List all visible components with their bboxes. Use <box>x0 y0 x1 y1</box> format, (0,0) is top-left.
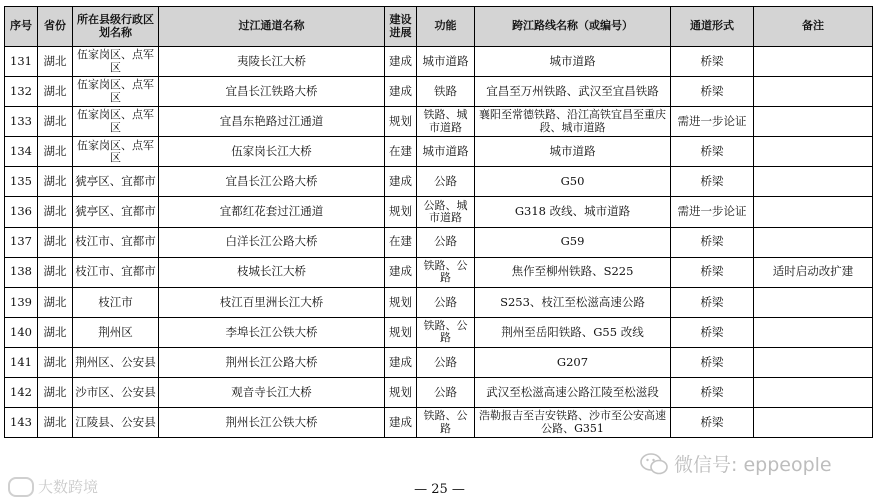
cell-no: 141 <box>5 347 38 377</box>
cell-crossing-name: 观音寺长江大桥 <box>159 378 385 408</box>
cell-remark <box>754 317 873 347</box>
cell-district: 荆州区、公安县 <box>73 347 159 377</box>
cell-form: 桥梁 <box>671 257 754 287</box>
cell-district: 伍家岗区、点军区 <box>73 107 159 137</box>
cell-province: 湖北 <box>38 287 73 317</box>
cell-route: 城市道路 <box>475 47 671 77</box>
cell-function: 城市道路 <box>417 137 475 167</box>
watermark-right-text: 微信号: eppeople <box>674 454 832 476</box>
cell-province: 湖北 <box>38 317 73 347</box>
cell-route: 荆州至岳阳铁路、G55 改线 <box>475 317 671 347</box>
cell-no: 139 <box>5 287 38 317</box>
cell-remark <box>754 227 873 257</box>
cell-crossing-name: 夷陵长江大桥 <box>159 47 385 77</box>
cell-form: 桥梁 <box>671 77 754 107</box>
cell-form: 桥梁 <box>671 287 754 317</box>
table-row <box>5 77 873 107</box>
table-row <box>5 167 873 197</box>
header-crossing-name: 过江通道名称 <box>159 7 385 47</box>
watermark-left-text: 大数跨境 <box>38 478 99 496</box>
river-crossings-table <box>4 6 873 438</box>
table-header-row <box>5 7 873 47</box>
cell-no: 136 <box>5 197 38 227</box>
cell-function: 公路 <box>417 287 475 317</box>
table-row <box>5 408 873 438</box>
cell-district: 枝江市、宜都市 <box>73 257 159 287</box>
table-row <box>5 378 873 408</box>
cell-province: 湖北 <box>38 408 73 438</box>
cell-form: 桥梁 <box>671 347 754 377</box>
cell-remark <box>754 167 873 197</box>
cell-status: 规划 <box>385 197 417 227</box>
cell-status: 建成 <box>385 257 417 287</box>
cell-no: 137 <box>5 227 38 257</box>
cell-province: 湖北 <box>38 378 73 408</box>
cell-route: G207 <box>475 347 671 377</box>
cell-district: 沙市区、公安县 <box>73 378 159 408</box>
table-row <box>5 107 873 137</box>
cell-status: 建成 <box>385 408 417 438</box>
cell-status: 建成 <box>385 167 417 197</box>
cell-function: 铁路、城市道路 <box>417 107 475 137</box>
cell-province: 湖北 <box>38 47 73 77</box>
cell-function: 铁路 <box>417 77 475 107</box>
cell-province: 湖北 <box>38 347 73 377</box>
cell-remark <box>754 347 873 377</box>
table-row <box>5 257 873 287</box>
cell-form: 桥梁 <box>671 137 754 167</box>
cell-district: 伍家岗区、点军区 <box>73 47 159 77</box>
cell-province: 湖北 <box>38 77 73 107</box>
cell-province: 湖北 <box>38 107 73 137</box>
cell-remark <box>754 408 873 438</box>
cell-route: G59 <box>475 227 671 257</box>
watermark-left <box>8 476 98 497</box>
wechat-icon <box>640 453 668 475</box>
cell-crossing-name: 宜都红花套过江通道 <box>159 197 385 227</box>
cell-district: 荆州区 <box>73 317 159 347</box>
brand-logo-icon <box>8 477 34 497</box>
cell-function: 公路 <box>417 167 475 197</box>
cell-form: 桥梁 <box>671 167 754 197</box>
cell-crossing-name: 伍家岗长江大桥 <box>159 137 385 167</box>
table-body <box>5 47 873 438</box>
header-form: 通道形式 <box>671 7 754 47</box>
cell-route: 宜昌至万州铁路、武汉至宜昌铁路 <box>475 77 671 107</box>
cell-remark <box>754 47 873 77</box>
cell-status: 在建 <box>385 227 417 257</box>
cell-form: 桥梁 <box>671 227 754 257</box>
cell-form: 桥梁 <box>671 408 754 438</box>
cell-crossing-name: 荆州长江公路大桥 <box>159 347 385 377</box>
cell-district: 枝江市、宜都市 <box>73 227 159 257</box>
header-function: 功能 <box>417 7 475 47</box>
cell-province: 湖北 <box>38 137 73 167</box>
cell-function: 公路 <box>417 378 475 408</box>
cell-province: 湖北 <box>38 167 73 197</box>
cell-crossing-name: 荆州长江公铁大桥 <box>159 408 385 438</box>
table-row <box>5 227 873 257</box>
cell-status: 规划 <box>385 378 417 408</box>
cell-function: 公路、城市道路 <box>417 197 475 227</box>
table-row <box>5 317 873 347</box>
cell-no: 133 <box>5 107 38 137</box>
cell-district: 猇亭区、宜都市 <box>73 197 159 227</box>
cell-function: 公路 <box>417 347 475 377</box>
cell-status: 规划 <box>385 107 417 137</box>
cell-remark <box>754 197 873 227</box>
cell-route: 焦作至柳州铁路、S225 <box>475 257 671 287</box>
cell-form: 桥梁 <box>671 47 754 77</box>
page-number: — 25 — <box>414 482 465 497</box>
cell-remark <box>754 137 873 167</box>
cell-remark <box>754 77 873 107</box>
header-no: 序号 <box>5 7 38 47</box>
cell-status: 在建 <box>385 137 417 167</box>
cell-crossing-name: 枝城长江大桥 <box>159 257 385 287</box>
cell-district: 伍家岗区、点军区 <box>73 137 159 167</box>
cell-province: 湖北 <box>38 227 73 257</box>
cell-district: 猇亭区、宜都市 <box>73 167 159 197</box>
cell-status: 规划 <box>385 287 417 317</box>
cell-remark <box>754 287 873 317</box>
cell-district: 江陵县、公安县 <box>73 408 159 438</box>
cell-function: 公路 <box>417 227 475 257</box>
cell-remark <box>754 378 873 408</box>
cell-status: 建成 <box>385 347 417 377</box>
header-status: 建设进展 <box>385 7 417 47</box>
cell-no: 143 <box>5 408 38 438</box>
cell-remark <box>754 107 873 137</box>
cell-function: 铁路、公路 <box>417 408 475 438</box>
header-district: 所在县级行政区划名称 <box>73 7 159 47</box>
header-route: 跨江路线名称（或编号） <box>475 7 671 47</box>
cell-no: 140 <box>5 317 38 347</box>
cell-province: 湖北 <box>38 197 73 227</box>
cell-crossing-name: 宜昌长江公路大桥 <box>159 167 385 197</box>
cell-remark: 适时启动改扩建 <box>754 257 873 287</box>
table-row <box>5 47 873 77</box>
cell-function: 城市道路 <box>417 47 475 77</box>
watermark-right <box>640 450 832 477</box>
cell-province: 湖北 <box>38 257 73 287</box>
cell-crossing-name: 白洋长江公路大桥 <box>159 227 385 257</box>
cell-route: G50 <box>475 167 671 197</box>
cell-form: 需进一步论证 <box>671 197 754 227</box>
cell-no: 142 <box>5 378 38 408</box>
table-row <box>5 347 873 377</box>
cell-route: 浩勒报吉至吉安铁路、沙市至公安高速公路、G351 <box>475 408 671 438</box>
cell-no: 131 <box>5 47 38 77</box>
cell-route: G318 改线、城市道路 <box>475 197 671 227</box>
cell-form: 需进一步论证 <box>671 107 754 137</box>
cell-district: 枝江市 <box>73 287 159 317</box>
header-remark: 备注 <box>754 7 873 47</box>
cell-no: 138 <box>5 257 38 287</box>
cell-function: 铁路、公路 <box>417 317 475 347</box>
cell-function: 铁路、公路 <box>417 257 475 287</box>
cell-status: 建成 <box>385 77 417 107</box>
cell-crossing-name: 李埠长江公铁大桥 <box>159 317 385 347</box>
cell-form: 桥梁 <box>671 317 754 347</box>
cell-crossing-name: 枝江百里洲长江大桥 <box>159 287 385 317</box>
cell-district: 伍家岗区、点军区 <box>73 77 159 107</box>
cell-status: 规划 <box>385 317 417 347</box>
table-row <box>5 137 873 167</box>
cell-crossing-name: 宜昌东艳路过江通道 <box>159 107 385 137</box>
cell-no: 135 <box>5 167 38 197</box>
cell-form: 桥梁 <box>671 378 754 408</box>
cell-no: 132 <box>5 77 38 107</box>
cell-crossing-name: 宜昌长江铁路大桥 <box>159 77 385 107</box>
header-province: 省份 <box>38 7 73 47</box>
cell-no: 134 <box>5 137 38 167</box>
cell-route: S253、枝江至松滋高速公路 <box>475 287 671 317</box>
table-row <box>5 197 873 227</box>
cell-route: 城市道路 <box>475 137 671 167</box>
cell-route: 武汉至松滋高速公路江陵至松滋段 <box>475 378 671 408</box>
cell-route: 襄阳至常德铁路、沿江高铁宜昌至重庆段、城市道路 <box>475 107 671 137</box>
cell-status: 建成 <box>385 47 417 77</box>
table-row <box>5 287 873 317</box>
